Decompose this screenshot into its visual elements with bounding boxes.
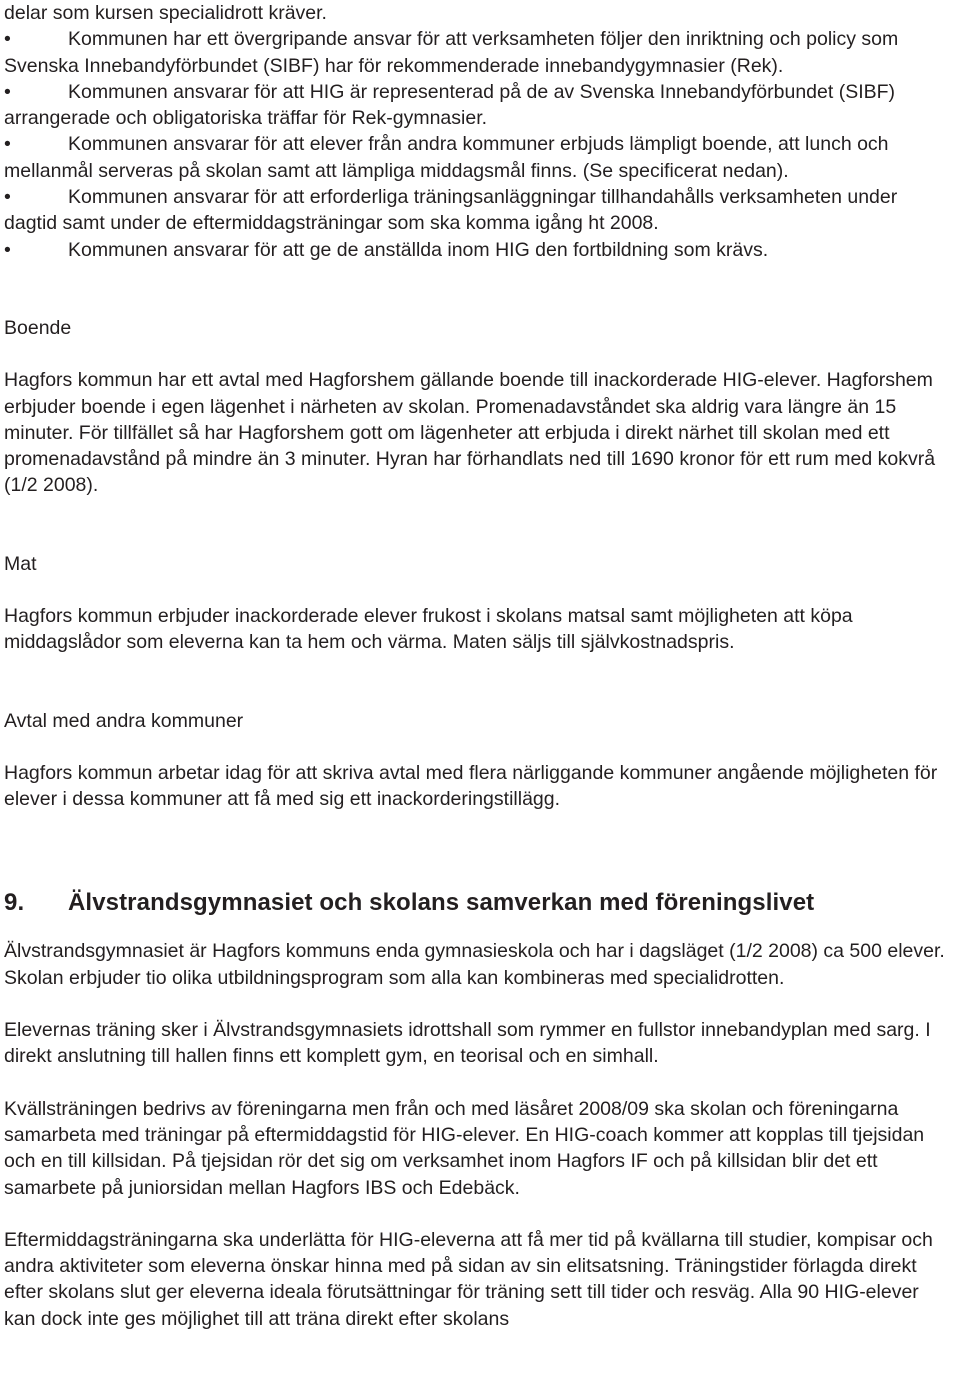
section-boende	[4, 315, 954, 499]
chapter-title	[4, 887, 954, 919]
list-item	[4, 184, 954, 237]
paragraph: Älvstrandsgymnasiet är Hagfors kommuns enda gymnasieskola och har i dagsläget (1/2 2008) ca 500 elever. Skolan erbjuder tio olika utbildningsprogram som alla kan kombineras med specialidrotten.	[4, 940, 945, 989]
chapter-9	[4, 887, 954, 1332]
bullet-icon: •	[4, 80, 11, 103]
list-item-text: Kommunen har ett övergripande ansvar för att verksamheten följer den inriktning och policy som Svenska Innebandyförbundet (SIBF) har för rekommenderade innebandygymnasier (Rek).	[4, 28, 899, 77]
responsibility-list	[4, 26, 954, 263]
section-heading: Mat	[4, 552, 37, 575]
bullet-icon: •	[4, 133, 11, 156]
section-heading: Avtal med andra kommuner	[4, 709, 244, 732]
list-item	[4, 131, 954, 184]
list-item-text: Kommunen ansvarar för att HIG är representerad på de av Svenska Innebandyförbundet (SIBF) arrangerade och obligatoriska träffar för Rek-gymnasier.	[4, 80, 896, 130]
list-item-text: Kommunen ansvarar för att elever från andra kommuner erbjuds lämpligt boende, att lunch och mellanmål serveras på skolan samt att lämpliga middagsmål finns. (Se specificerat nedan).	[4, 133, 889, 182]
section-body: Hagfors kommun arbetar idag för att skriva avtal med flera närliggande kommuner angående möjligheten för elever i dessa kommuner att få med sig ett inackorderingstillägg.	[4, 761, 938, 811]
chapter-title-text: Älvstrandsgymnasiet och skolans samverkan med föreningslivet	[68, 888, 815, 916]
paragraph: Eftermiddagsträningarna ska underlätta för HIG-eleverna att få mer tid på kvällarna till studier, kompisar och andra aktiviteter som eleverna önskar hinna med på sidan av sin elitsatsning. Träningstider förlagda direkt efter skolans slut ger eleverna ideala förutsättningar för träning sett till tider och resväg. Alla 90 HIG-elever kan dock inte ges möjlighet till att träna direkt efter skolans	[4, 1228, 933, 1330]
list-item-text: Kommunen ansvarar för att ge de anställda inom HIG den fortbildning som krävs.	[68, 238, 769, 261]
list-item	[4, 237, 954, 263]
list-item	[4, 79, 954, 132]
section-avtal	[4, 708, 954, 813]
section-heading: Boende	[4, 316, 72, 339]
section-body: Hagfors kommun erbjuder inackorderade elever frukost i skolans matsal samt möjligheten att köpa middagslådor som eleverna kan ta hem och värma. Maten säljs till självkostnadspris.	[4, 605, 853, 654]
intro-fragment: delar som kursen specialidrott kräver.	[4, 2, 327, 24]
document-page	[4, 0, 954, 1332]
list-item	[4, 26, 954, 79]
bullet-icon: •	[4, 238, 11, 261]
section-mat	[4, 551, 954, 656]
bullet-icon: •	[4, 186, 11, 209]
section-body: Hagfors kommun har ett avtal med Hagforshem gällande boende till inackorderade HIG-elever. Hagforshem erbjuder boende i egen lägenhet i närheten av skolan. Promenadavståndet ska aldrig vara längre än 15 minuter. För tillfället så har Hagforshem gott om lägenheter att erbjuda i direkt närhet till skolan med ett promenadavstånd på mindre än 3 minuter. Hyran har förhandlats ned till 1690 kronor för ett rum med kokvrå (1/2 2008).	[4, 369, 936, 497]
chapter-number: 9.	[4, 888, 25, 916]
bullet-icon: •	[4, 28, 11, 51]
paragraph: Elevernas träning sker i Älvstrandsgymnasiets idrottshall som rymmer en fullstor innebandyplan med sarg. I direkt anslutning till hallen finns ett komplett gym, en teorisal och en simhall.	[4, 1019, 931, 1068]
paragraph: Kvällsträningen bedrivs av föreningarna men från och med läsåret 2008/09 ska skolan och föreningarna samarbeta med träningar på eftermiddagstid för HIG-elever. En HIG-coach kommer att kopplas till tjejsidan och en till killsidan. På tjejsidan rör det sig om verksamhet inom Hagfors IF och på killsidan blir det ett samarbete på juniorsidan mellan Hagfors IBS och Edebäck.	[4, 1097, 925, 1199]
list-item-text: Kommunen ansvarar för att erforderliga träningsanläggningar tillhandahålls verksamheten under dagtid samt under de eftermiddagsträningar som ska komma igång ht 2008.	[4, 186, 898, 235]
